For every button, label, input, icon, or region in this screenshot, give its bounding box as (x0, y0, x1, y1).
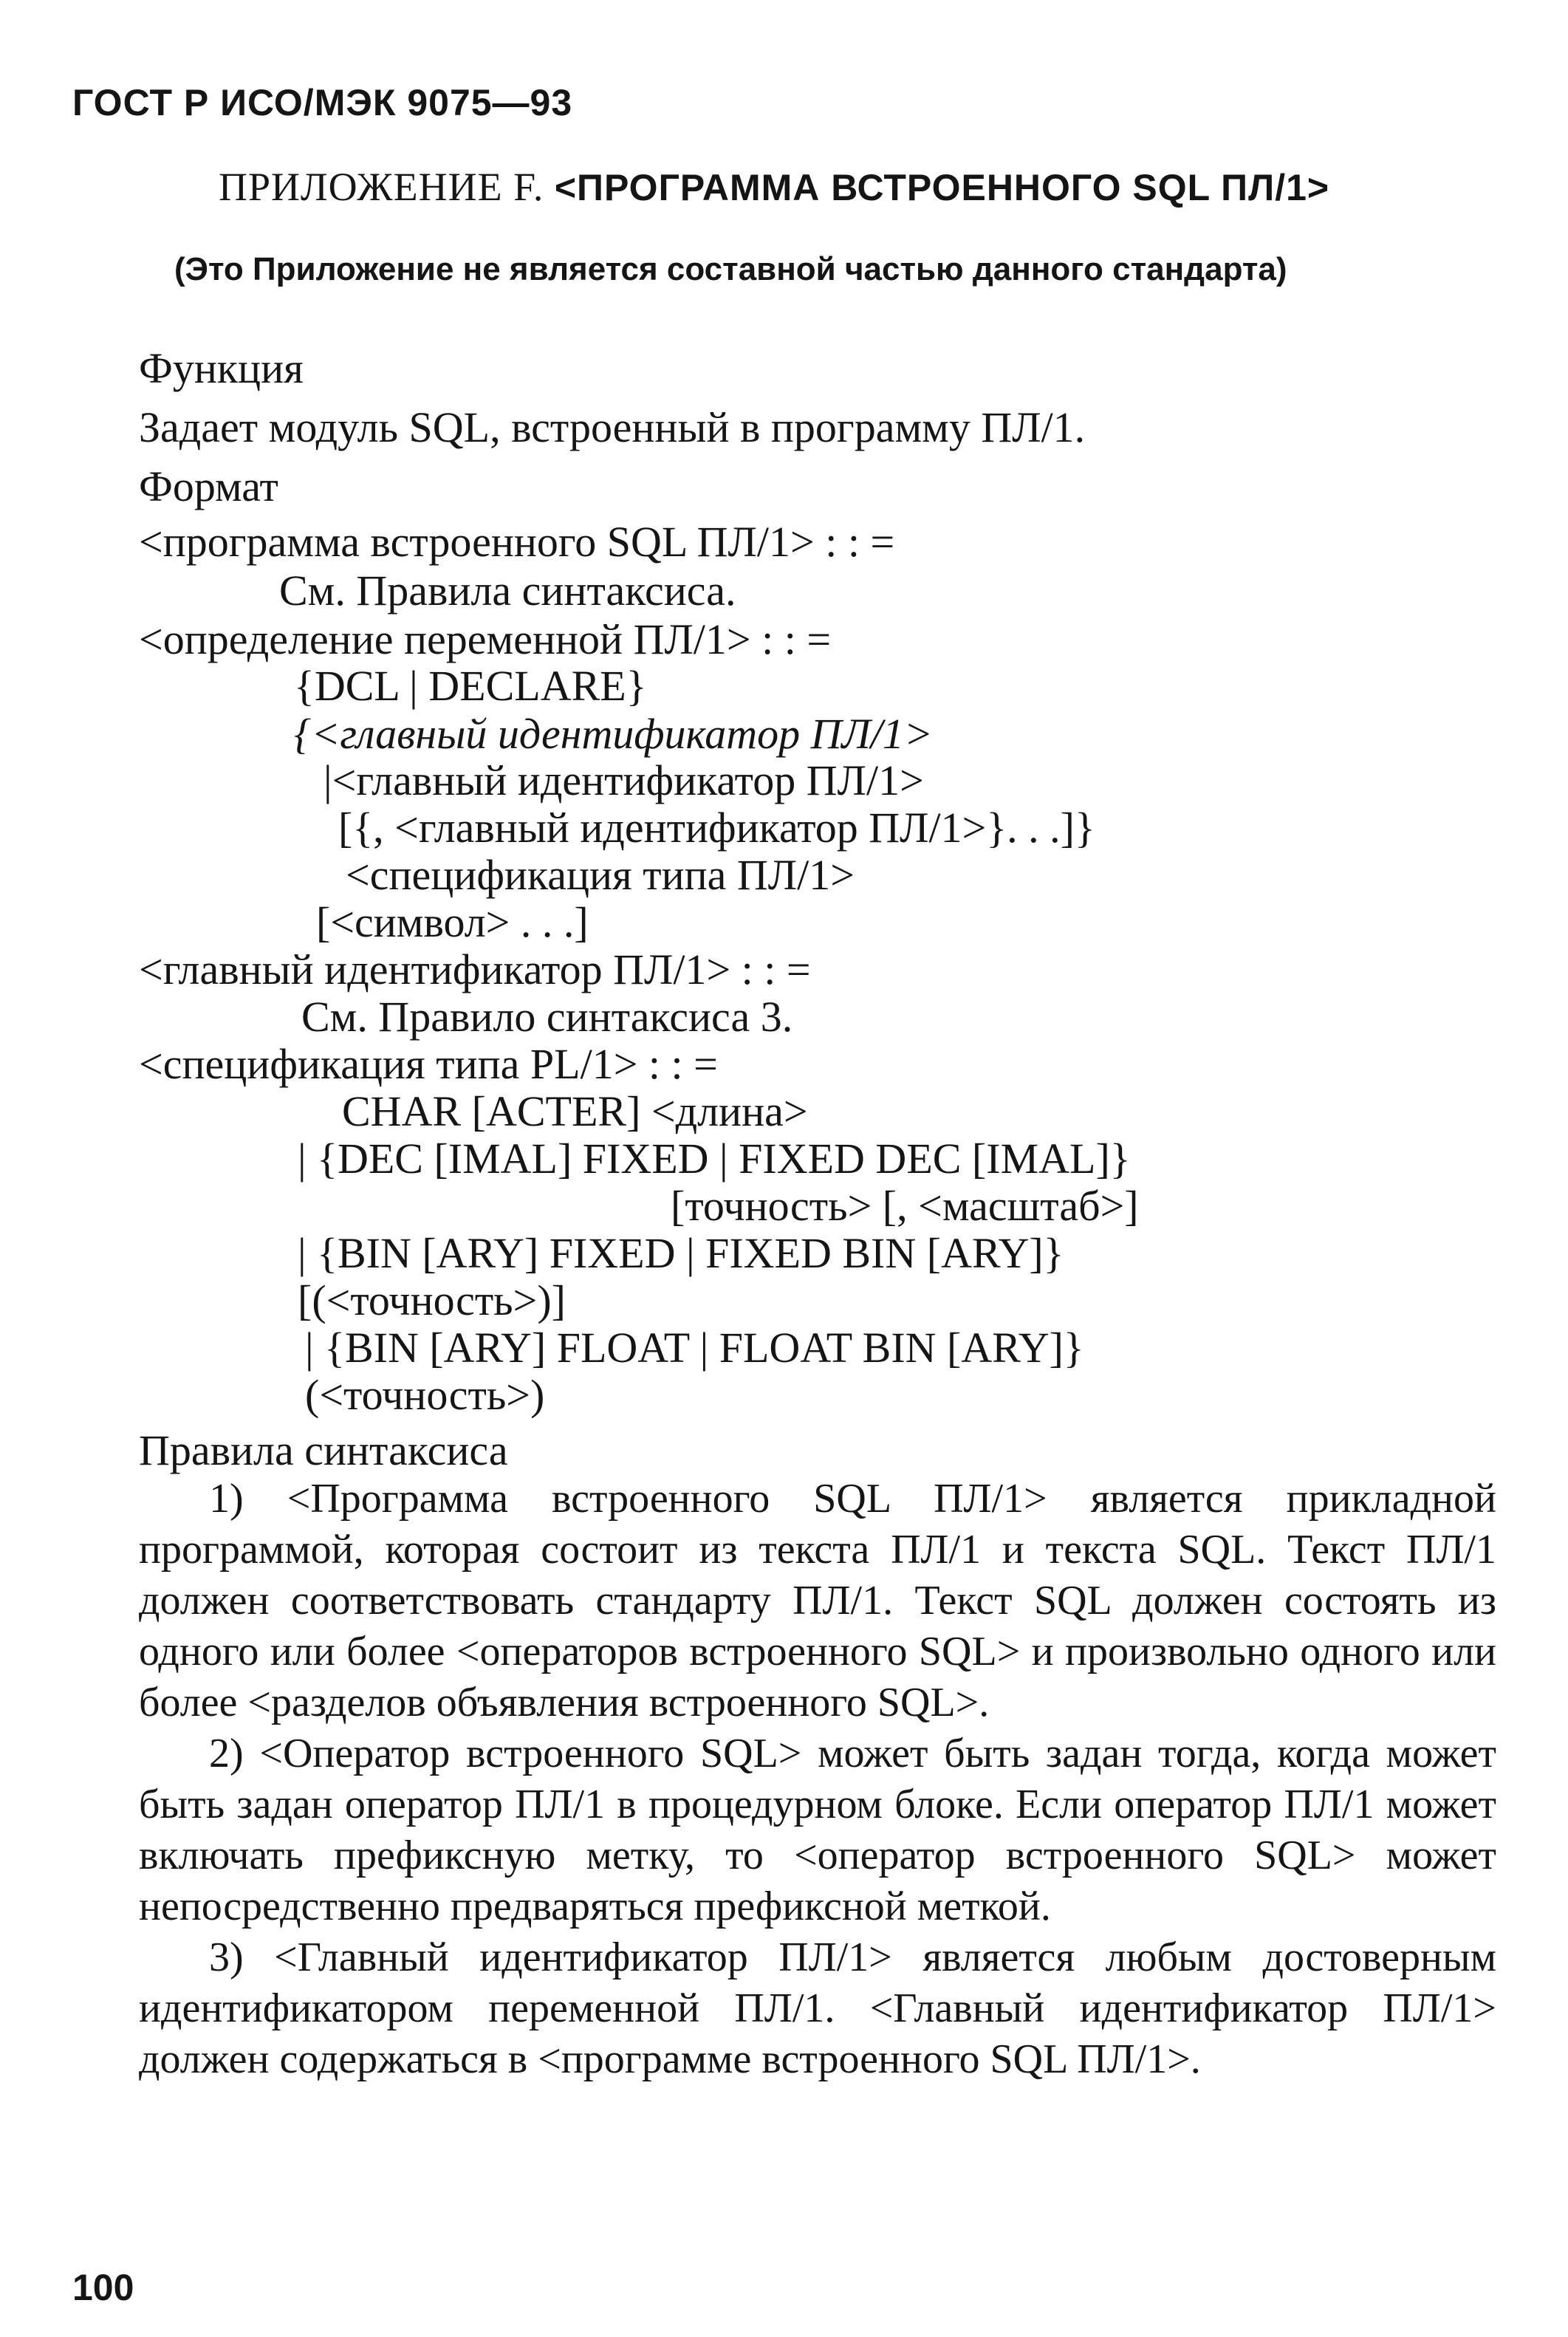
format-line: [точность> [, <масштаб>] (671, 1182, 1139, 1230)
format-line: | {BIN [ARY] FIXED | FIXED BIN [ARY]} (298, 1229, 1064, 1277)
format-line: [(<точность>)] (298, 1276, 566, 1324)
format-heading: Формат (139, 462, 278, 510)
appendix-subtitle: (Это Приложение не является составной частью данного стандарта) (174, 251, 1287, 287)
format-line: | {DEC [IMAL] FIXED | FIXED DEC [IMAL]} (298, 1135, 1131, 1183)
format-line: {DCL | DECLARE} (294, 662, 647, 710)
format-line: [<символ> . . .] (316, 898, 589, 946)
format-line: См. Правило синтаксиса 3. (301, 993, 793, 1041)
syntax-rules-heading: Правила синтаксиса (139, 1426, 508, 1474)
format-line: CHAR [ACTER] <длина> (342, 1087, 808, 1135)
syntax-rule: 1) <Программа встроенного SQL ПЛ/1> является прикладной программой, которая состоит из текста ПЛ/1 и текста SQL. Текст ПЛ/1 должен соответствовать стандарту ПЛ/1. Текст SQL должен состоять из одного или более <операторов встроенного SQL> и произвольно одного или более <разделов объявления встроенного SQL>. (139, 1476, 1496, 1725)
syntax-rule: 2) <Оператор встроенного SQL> может быть задан тогда, когда может быть задан оператор ПЛ/1 в процедурном блоке. Если оператор ПЛ/1 может включать префиксную метку, то <оператор встроенного SQL> может непосредственно предваряться префиксной меткой. (139, 1731, 1496, 1929)
format-line: <спецификация типа PL/1> : : = (139, 1040, 718, 1088)
syntax-rules-list (139, 1474, 1496, 2085)
format-line: | {BIN [ARY] FLOAT | FLOAT BIN [ARY]} (305, 1324, 1084, 1372)
appendix-title (219, 164, 1329, 210)
function-text: Задает модуль SQL, встроенный в программу ПЛ/1. (139, 403, 1086, 451)
format-line: <спецификация типа ПЛ/1> (346, 851, 855, 899)
standard-header: ГОСТ Р ИСО/МЭК 9075—93 (72, 82, 573, 123)
format-line: <программа встроенного SQL ПЛ/1> : : = (139, 518, 895, 566)
appendix-title-main: <ПРОГРАММА ВСТРОЕННОГО SQL ПЛ/1> (554, 167, 1330, 208)
format-line: <главный идентификатор ПЛ/1> : : = (139, 945, 811, 993)
format-line: [{, <главный идентификатор ПЛ/1>}. . .]} (338, 804, 1095, 852)
format-line: {<главный идентификатор ПЛ/1> (294, 710, 934, 758)
format-line: См. Правила синтаксиса. (279, 567, 736, 615)
format-line: |<главный идентификатор ПЛ/1> (323, 756, 924, 804)
format-line: <определение переменной ПЛ/1> : : = (139, 615, 832, 663)
format-line: (<точность>) (305, 1371, 545, 1419)
appendix-title-prefix: ПРИЛОЖЕНИЕ F. (219, 165, 555, 209)
syntax-rule: 3) <Главный идентификатор ПЛ/1> является любым достоверным идентификатором переменной ПЛ/1. <Главный идентификатор ПЛ/1> должен содержаться в <программе встроенного SQL ПЛ/1>. (139, 1934, 1496, 2082)
function-heading: Функция (139, 344, 304, 392)
page-number: 100 (72, 2267, 134, 2308)
